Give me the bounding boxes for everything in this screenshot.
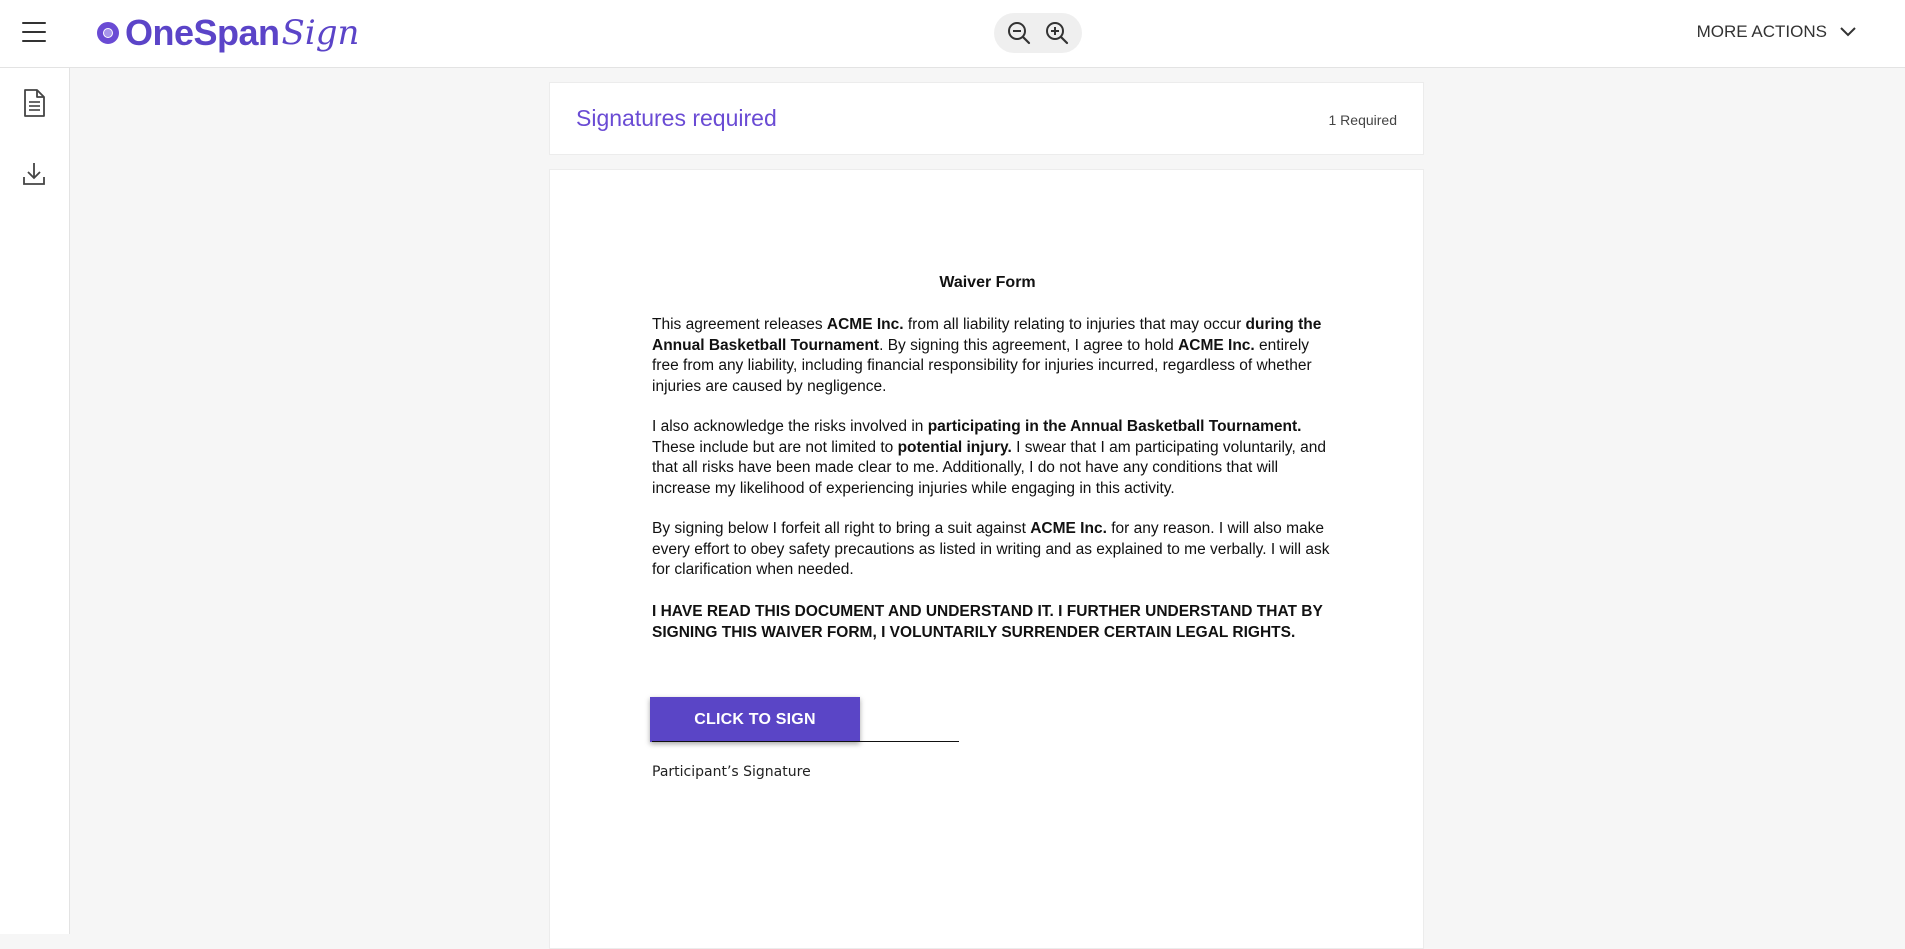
more-actions-button[interactable] [1697,22,1857,42]
bold-run-1: ACME Inc. [826,316,904,333]
document-page [549,169,1424,949]
bold-run-3: during the Annual Basketball Tournament [652,316,1322,354]
bold-run-3: potential injury. [897,438,1012,456]
text-run-0: By signing below I forfeit all right to bring a suit against [652,520,1031,537]
top-bar [0,0,1905,68]
document-title: Waiver Form [939,274,1036,291]
text-run-4: . By signing this agreement, I agree to hold [879,336,1179,354]
text-run-2: These include but are not limited to [652,438,898,456]
signatures-title: Signatures required [576,105,777,131]
document-body [652,315,1332,663]
download-icon [21,160,47,188]
zoom-out-button[interactable] [1005,19,1033,47]
click-to-sign-button[interactable]: CLICK TO SIGN [650,697,860,742]
chevron-down-icon [1839,26,1857,38]
text-run-6: entirely free from any liability, including financial responsibility for injuries incurred, regardless of whether injuries are caused by negligence. [652,336,1312,395]
text-run-2: from all liability relating to injuries that may occur [903,316,1246,333]
left-sidebar [0,68,70,934]
download-button[interactable] [21,160,49,190]
signature-line [652,741,959,742]
text-run-0: I also acknowledge the risks involved in [652,418,928,435]
document-icon [21,88,47,118]
text-run-0: This agreement releases [652,316,827,333]
logo-script: Sign [281,13,360,53]
paragraph-3 [652,519,1332,581]
text-run-2: for any reason. I will also make every effort to obey safety precautions as listed in writing and as explained to me verbally. I will ask for clarification when needed. [652,520,1330,578]
bold-run-1: participating in the Annual Basketball Tournament. [927,418,1302,435]
zoom-in-icon [1044,20,1070,46]
hamburger-menu-icon[interactable] [22,22,46,44]
bold-run-1: ACME Inc. [1030,520,1107,537]
logo-mark-icon [97,22,119,44]
acknowledgement-paragraph: I HAVE READ THIS DOCUMENT AND UNDERSTAND IT. I FURTHER UNDERSTAND THAT BY SIGNING THIS WAIVER FORM, I VOLUNTARILY SURRENDER CERTAIN LEGAL RIGHTS. [652,602,1323,641]
signatures-panel [549,82,1424,155]
text-run-4: I swear that I am participating voluntarily, and that all risks have been made clear to me. Additionally, I do not have any conditions that will increase my likelihood of experiencing injuries while engaging in this activity. [652,438,1326,497]
documents-button[interactable] [21,88,49,118]
required-count: 1 Required [1328,112,1397,128]
paragraph-1 [652,315,1332,397]
logo-word: OneSpan [125,12,280,53]
zoom-in-button[interactable] [1043,19,1071,47]
zoom-controls [994,13,1082,53]
paragraph-2 [652,417,1332,499]
signature-label: Participant’s Signature [652,764,811,780]
zoom-out-icon [1006,20,1032,46]
bold-run-5: ACME Inc. [1178,336,1255,354]
more-actions-label: MORE ACTIONS [1696,22,1827,41]
onespan-sign-logo [97,8,359,58]
